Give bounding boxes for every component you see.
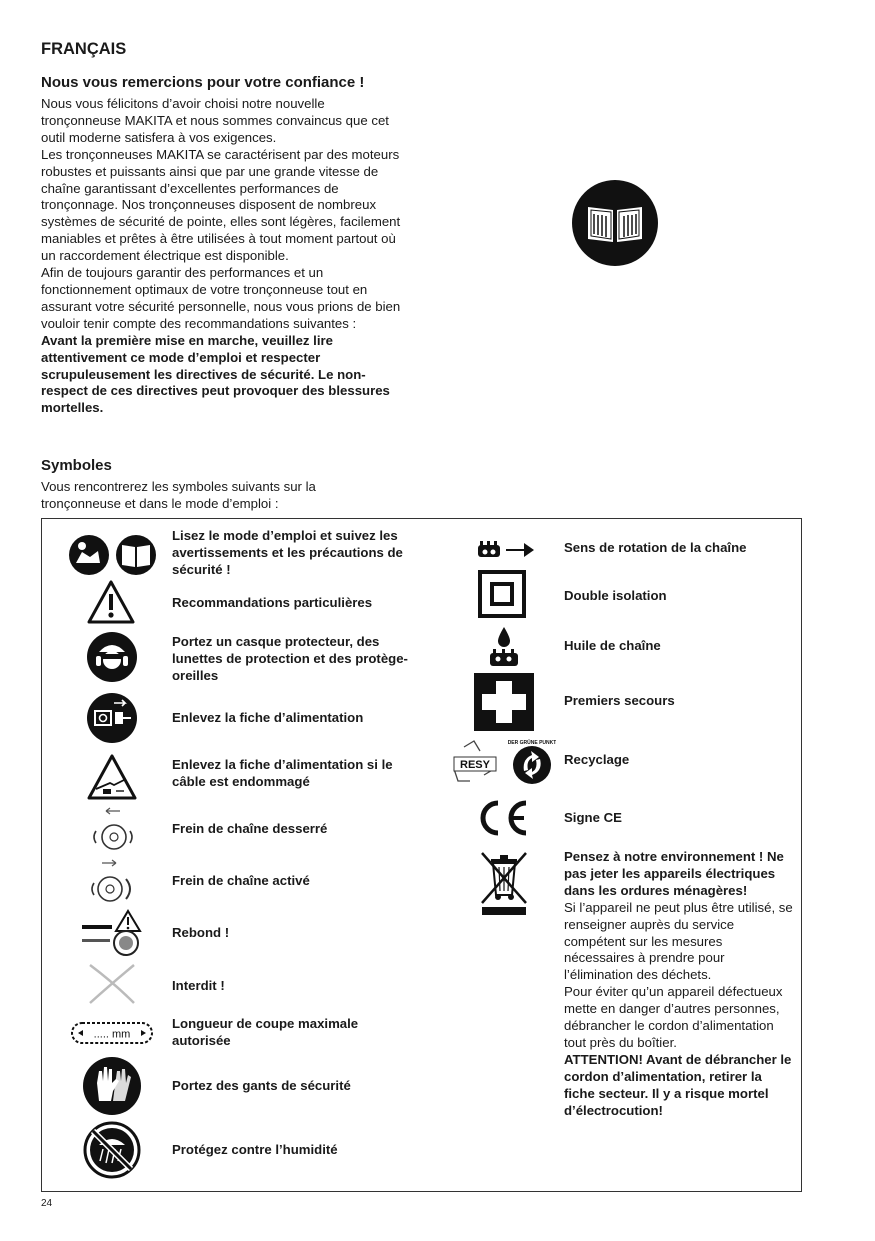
forbidden-icon bbox=[86, 961, 138, 1007]
chain-direction-icon bbox=[476, 537, 536, 561]
safety-warning: Avant la première mise en marche, veuillez lire attentivement ce mode d’emploi et respecter scrupuleusement les directives de sécurité. Le non-respect de ces directives peut provoquer des blessures mortelles. bbox=[41, 332, 390, 416]
intro-paragraph-2: Les tronçonneuses MAKITA se caractérisent par des moteurs robustes et puissants ainsi que par une grande vitesse de chaîne garantissant d’excellentes performances de tronçonnage. Nos tronçonneuses disposent de nombreux systèmes de sécurité de pointe, elles sont légères, facilement maniables et prêtes à être utilisées à tout moment partout où un raccordement électrique est disponible. bbox=[41, 146, 401, 264]
chain-oil-icon bbox=[486, 625, 522, 669]
symbol-label-chain-oil: Huile de chaîne bbox=[564, 638, 661, 653]
symbols-table bbox=[41, 518, 802, 1192]
page-title: Nous vous remercions pour votre confiance ! bbox=[41, 74, 365, 91]
symbol-label-brake-released: Frein de chaîne desserré bbox=[172, 821, 328, 836]
environment-body-1: Si l’appareil ne peut plus être utilisé, se renseigner auprès du service compétent sur les mesures nécessaires à prendre pour l’élimination des déchets. bbox=[564, 899, 793, 983]
symbol-label-double-insulation: Double isolation bbox=[564, 588, 667, 603]
kickback-icon bbox=[80, 909, 144, 957]
environment-body-2: Pour éviter qu’un appareil défectueux mette en danger d’autres personnes, débrancher le cordon d’alimentation tout près du boîtier. bbox=[564, 984, 783, 1050]
environment-notice bbox=[564, 849, 796, 1120]
symbol-label-forbidden: Interdit ! bbox=[172, 978, 225, 993]
no-rain-icon bbox=[83, 1121, 141, 1179]
symbol-label-kickback: Rebond ! bbox=[172, 925, 230, 940]
intro-text bbox=[41, 96, 406, 417]
environment-heading: Pensez à notre environnement ! Ne pas jeter les appareils électriques dans les ordures ménagères! bbox=[564, 849, 784, 898]
symbol-label-protective-gear: Portez un casque protecteur, des lunettes de protection et des protège-oreilles bbox=[172, 634, 408, 683]
symbol-label-chain-direction: Sens de rotation de la chaîne bbox=[564, 540, 747, 555]
symbol-label-recycle: Recyclage bbox=[564, 752, 630, 767]
symbol-label-gloves: Portez des gants de sécurité bbox=[172, 1078, 351, 1093]
symbol-label-unplug: Enlevez la fiche d’alimentation bbox=[172, 710, 364, 725]
gloves-icon bbox=[83, 1057, 141, 1115]
damaged-cable-icon bbox=[86, 753, 138, 801]
ce-mark-icon bbox=[476, 799, 530, 837]
symbol-label-no-rain: Protégez contre l’humidité bbox=[172, 1142, 338, 1157]
first-aid-icon bbox=[474, 673, 534, 731]
language-heading: FRANÇAIS bbox=[41, 40, 127, 58]
page-number: 24 bbox=[41, 1198, 53, 1209]
brake-active-icon bbox=[90, 857, 134, 905]
read-manual-icon bbox=[68, 533, 158, 577]
intro-paragraph-1: Nous vous félicitons d’avoir choisi notre nouvelle tronçonneuse MAKITA et nous sommes convaincus que cet outil moderne satisfera à vos exigences. bbox=[41, 96, 389, 145]
environment-attention: ATTENTION! Avant de débrancher le cordon d’alimentation, retirer la fiche secteur. Il y a risque mortel d’électrocution! bbox=[564, 1051, 792, 1118]
cut-length-text: ..... mm bbox=[93, 1028, 131, 1041]
symbol-label-cut-length: Longueur de coupe maximale autorisée bbox=[172, 1016, 359, 1048]
symbols-heading: Symboles bbox=[41, 457, 112, 474]
brake-released-icon bbox=[90, 805, 134, 853]
symbol-label-read-manual: Lisez le mode d’emploi et suivez les avertissements et les précautions de sécurité ! bbox=[172, 528, 403, 577]
symbol-label-warning: Recommandations particulières bbox=[172, 595, 373, 610]
read-manual-icon bbox=[572, 180, 658, 266]
double-insulation-icon bbox=[478, 570, 526, 618]
green-dot-text: DER GRÜNE PUNKT bbox=[507, 740, 556, 746]
symbol-label-damaged-cable: Enlevez la fiche d’alimentation si le câble est endommagé bbox=[172, 757, 393, 789]
symbol-label-first-aid: Premiers secours bbox=[564, 693, 675, 708]
symbol-label-brake-active: Frein de chaîne activé bbox=[172, 873, 310, 888]
symbol-label-ce: Signe CE bbox=[564, 810, 622, 825]
warning-triangle-icon bbox=[86, 579, 136, 625]
recycle-icon bbox=[448, 737, 556, 789]
cut-length-icon bbox=[70, 1019, 154, 1047]
symbols-intro: Vous rencontrerez les symboles suivants sur la tronçonneuse et dans le mode d’emploi : bbox=[41, 479, 316, 511]
protective-gear-icon bbox=[87, 632, 137, 682]
intro-paragraph-3: Afin de toujours garantir des performances et un fonctionnement optimaux de votre tronçonneuse tout en assurant votre sécurité personnelle, nous vous prions de bien vouloir tenir compte des recommandations suivantes : bbox=[41, 265, 401, 331]
unplug-icon bbox=[87, 693, 137, 743]
resy-text: RESY bbox=[460, 759, 490, 771]
weee-bin-icon bbox=[478, 849, 530, 917]
